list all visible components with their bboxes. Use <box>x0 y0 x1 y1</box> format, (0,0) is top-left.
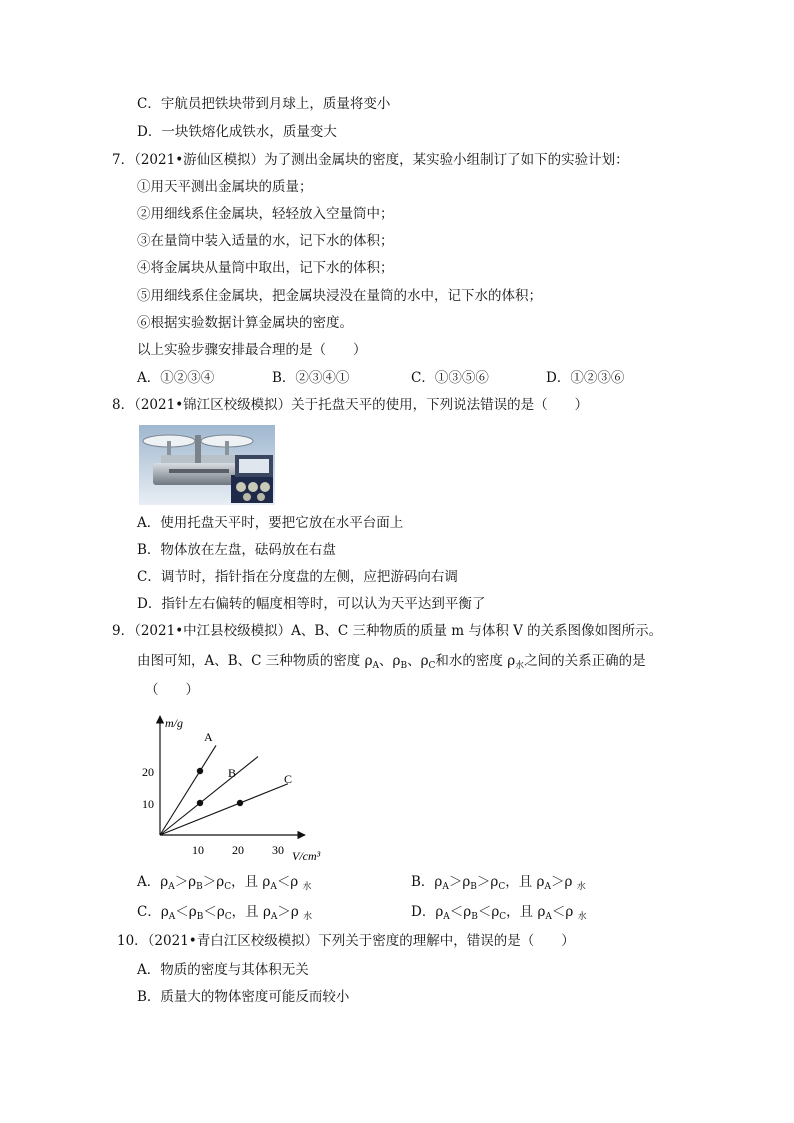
q7-step-4: ④将金属块从量筒中取出，记下水的体积； <box>137 260 394 276</box>
q7-step-2: ②用细线系住金属块，轻轻放入空量筒中； <box>137 206 394 222</box>
x-tick-label: 20 <box>232 843 244 857</box>
q8-option-c: C．调节时，指针指在分度盘的左侧，应把游码向右调 <box>137 569 458 585</box>
q9-stem-line2: 由图可知，A、B、C 三种物质的密度 $\rho_A$、$\rho_B$、$\rho_C$和水的密度 $\rho_水$之间的关系正确的是 <box>137 653 646 671</box>
data-point-b <box>197 800 203 806</box>
series-line-c <box>160 784 288 835</box>
q7-ask: 以上实验步骤安排最合理的是（ ） <box>137 342 367 358</box>
balance-photo <box>139 425 275 505</box>
series-label-a: A <box>204 730 213 744</box>
q7-step-6: ⑥根据实验数据计算金属块的密度。 <box>137 315 353 331</box>
data-point-c <box>237 800 243 806</box>
x-axis-label: V/cm³ <box>292 849 321 863</box>
q10-option-b: B．质量大的物体密度可能反而较小 <box>137 989 350 1005</box>
q9-option-a: A．$\rho_A>\rho_B>\rho_C$，且 $\rho_A<\rho$ $_水$ <box>137 874 312 892</box>
q10-stem: 10．（2021•青白江区校级模拟）下列关于密度的理解中，错误的是（ ） <box>117 933 575 949</box>
q7-option-a: A．①②③④ <box>137 370 215 386</box>
q9-stem: 9．（2021•中江县校级模拟）A、B、C 三种物质的质量 m 与体积 V 的关系图像如图所示。 <box>112 623 663 639</box>
q7-step-3: ③在量筒中装入适量的水，记下水的体积； <box>137 233 394 249</box>
y-tick-label: 20 <box>142 765 154 779</box>
x-tick-label: 10 <box>192 843 204 857</box>
q8-stem: 8．（2021•锦江区校级模拟）关于托盘天平的使用，下列说法错误的是（ ） <box>112 397 589 413</box>
x-tick-label: 30 <box>272 843 284 857</box>
y-axis-label: m/g <box>165 716 183 730</box>
q9-option-b: B．$\rho_A>\rho_B>\rho_C$，且 $\rho_A>\rho$ $_水$ <box>411 874 586 892</box>
q10-option-a: A．物质的密度与其体积无关 <box>137 962 309 978</box>
q7-stem: 7．（2021•游仙区模拟）为了测出金属块的密度，某实验小组制订了如下的实验计划： <box>112 152 629 168</box>
q7-step-5: ⑤用细线系住金属块，把金属块浸没在量筒的水中，记下水的体积； <box>137 288 542 304</box>
q9-option-c: C．$\rho_A<\rho_B<\rho_C$，且 $\rho_A>\rho$ $_水$ <box>137 904 313 922</box>
series-line-a <box>160 745 216 835</box>
q7-option-b: B．②③④① <box>272 370 350 386</box>
y-tick-label: 10 <box>142 797 154 811</box>
q9-option-d: D．$\rho_A<\rho_B<\rho_C$，且 $\rho_A<\rho$ $_水$ <box>411 904 587 922</box>
q8-option-a: A．使用托盘天平时，要把它放在水平台面上 <box>137 515 404 531</box>
q7-option-d: D．①②③⑥ <box>546 370 625 386</box>
series-label-b: B <box>228 766 237 780</box>
q8-option-d: D．指针左右偏转的幅度相等时，可以认为天平达到平衡了 <box>137 596 486 612</box>
q7-option-c: C．①③⑤⑥ <box>411 370 489 386</box>
series-line-b <box>160 757 258 835</box>
q6-option-c: C．宇航员把铁块带到月球上，质量将变小 <box>137 96 391 112</box>
mass-volume-graph <box>140 708 340 868</box>
q9-answer-paren: （ ） <box>145 682 199 698</box>
q8-option-b: B．物体放在左盘，砝码放在右盘 <box>137 542 336 558</box>
data-point-a <box>197 768 203 774</box>
q6-option-d: D．一块铁熔化成铁水，质量变大 <box>137 124 337 140</box>
series-label-c: C <box>284 772 293 786</box>
q7-step-1: ①用天平测出金属块的质量； <box>137 179 313 195</box>
